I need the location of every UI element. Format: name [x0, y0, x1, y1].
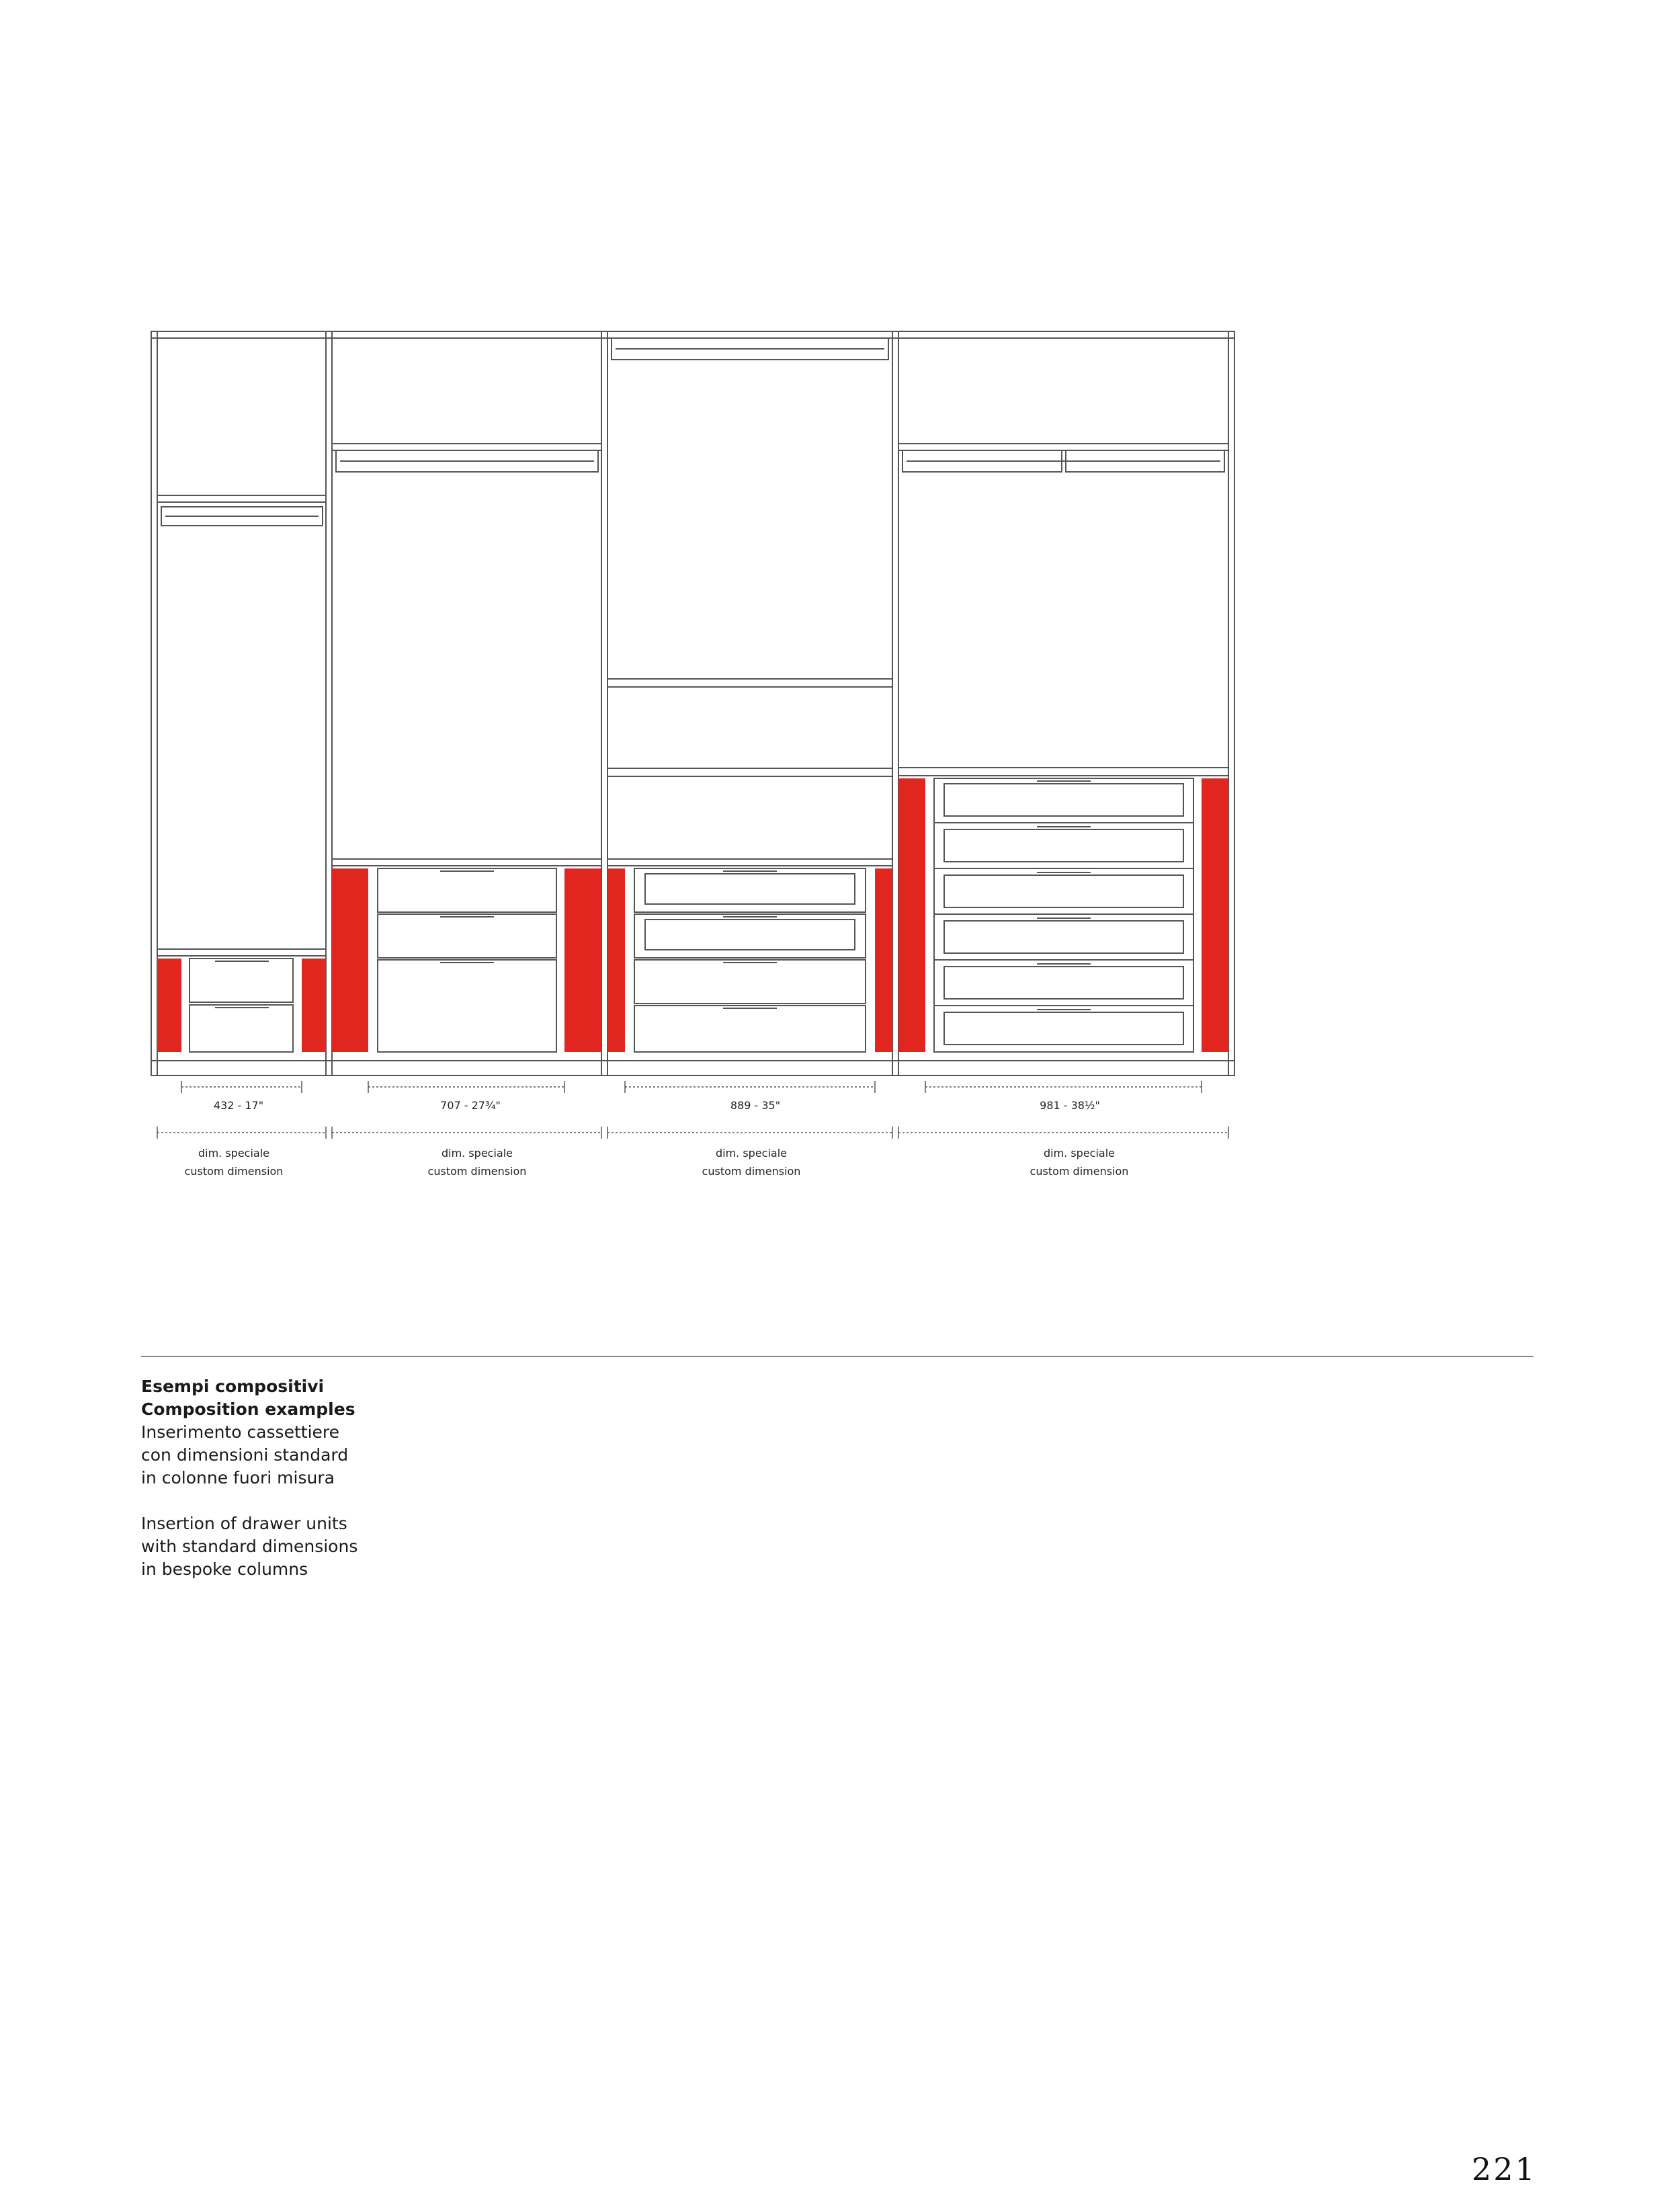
- custom-note-it-col4: dim. speciale: [1043, 1147, 1116, 1159]
- dimension-label-col2: 707 - 27¾": [440, 1099, 501, 1112]
- caption-line-en-1: Insertion of drawer units: [141, 1514, 347, 1533]
- custom-filler-panels: [157, 778, 1228, 1052]
- dimension-label-col3: 889 - 35": [730, 1099, 781, 1112]
- custom-note-en-col4: custom dimension: [1030, 1165, 1129, 1178]
- dimension-label-col1: 432 - 17": [213, 1099, 264, 1112]
- custom-note-it-col3: dim. speciale: [715, 1147, 788, 1159]
- custom-note-en-col3: custom dimension: [702, 1165, 801, 1178]
- section-divider: [141, 1356, 1534, 1357]
- custom-note-it-col1: dim. speciale: [198, 1147, 270, 1159]
- caption-title-it: Esempi compositivi: [141, 1377, 325, 1396]
- caption-line-it-1: Inserimento cassettiere: [141, 1422, 340, 1442]
- caption-line-en-2: with standard dimensions: [141, 1537, 358, 1556]
- caption-line-it-2: con dimensioni standard: [141, 1445, 349, 1465]
- caption-title-en: Composition examples: [141, 1399, 355, 1419]
- custom-note-en-col1: custom dimension: [184, 1165, 284, 1178]
- caption-block: [141, 1375, 612, 1581]
- page-number: 221: [1472, 2151, 1537, 2187]
- custom-note-it-col2: dim. speciale: [441, 1147, 513, 1159]
- custom-note-en-col2: custom dimension: [427, 1165, 527, 1178]
- dimension-label-col4: 981 - 38½": [1040, 1099, 1100, 1112]
- caption-line-it-3: in colonne fuori misura: [141, 1468, 335, 1488]
- caption-line-en-3: in bespoke columns: [141, 1559, 308, 1579]
